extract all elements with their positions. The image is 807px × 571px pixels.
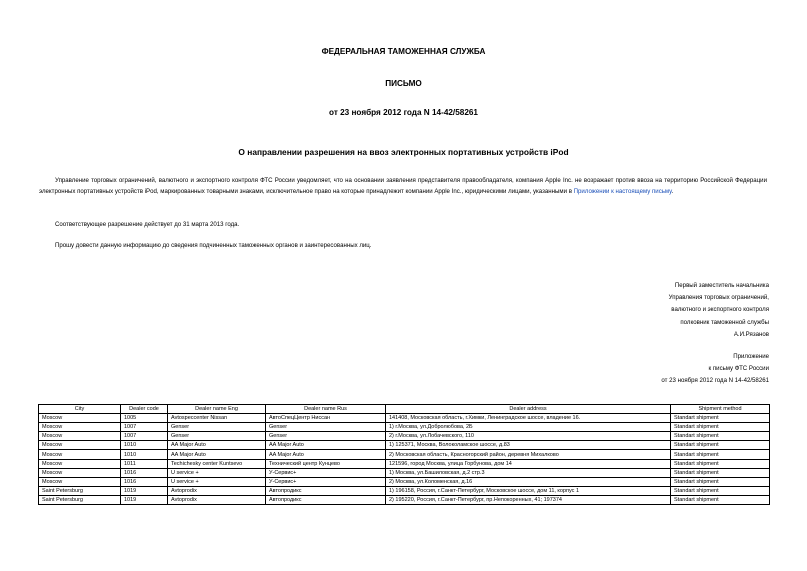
- table-row: [39, 432, 770, 441]
- table-row: [39, 414, 770, 423]
- table-row: [39, 486, 770, 495]
- dealers-table: [38, 404, 770, 505]
- cell-address: 1) г.Москва, ул.Добролюбова, 2Б: [386, 423, 671, 432]
- cell-rus: Genser: [266, 423, 386, 432]
- doc-subject: О направлении разрешения на ввоз электронных портативных устройств iPod: [238, 147, 569, 157]
- cell-city: Saint Petersburg: [39, 486, 121, 495]
- table-row: [39, 495, 770, 504]
- cell-eng: Avtoprodix: [168, 495, 266, 504]
- cell-eng: U service +: [168, 477, 266, 486]
- cell-city: Moscow: [39, 441, 121, 450]
- cell-shipment: Standart shipment: [671, 441, 770, 450]
- cell-address: 2) Москва, ул.Коломенская, д.16: [386, 477, 671, 486]
- cell-code: 1007: [121, 423, 168, 432]
- cell-code: 1010: [121, 441, 168, 450]
- cell-city: Moscow: [39, 477, 121, 486]
- cell-shipment: Standart shipment: [671, 459, 770, 468]
- cell-code: 1007: [121, 432, 168, 441]
- cell-rus: AA Major Auto: [266, 450, 386, 459]
- cell-city: Moscow: [39, 468, 121, 477]
- paragraph-main-text: Управление торговых ограничений, валютного и экспортного контроля ФТС России уведомляет, что на основании заявления представителя правообладателя, компания Apple Inc. не возражает против ввоза на территорию Российской Федерации электронных портативных устройств iPod, маркированных товарными знаками, исключительное право на которые принадлежит компании Apple Inc., юридическими лицами, указанными в: [39, 177, 767, 195]
- cell-shipment: Standart shipment: [671, 477, 770, 486]
- cell-eng: AA Major Auto: [168, 450, 266, 459]
- col-header-address: Dealer address: [386, 405, 671, 414]
- cell-address: 1) Москва, ул.Башиловская, д.2 стр.3: [386, 468, 671, 477]
- cell-address: 1) 125371, Москва, Волоколамское шоссе, д.83: [386, 441, 671, 450]
- cell-rus: AA Major Auto: [266, 441, 386, 450]
- cell-city: Moscow: [39, 423, 121, 432]
- table-row: [39, 450, 770, 459]
- cell-rus: У-Сервис+: [266, 477, 386, 486]
- cell-address: 1) 196158, Россия, г.Санкт-Петербург, Московское шоссе, дом 11, корпус 1: [386, 486, 671, 495]
- cell-shipment: Standart shipment: [671, 468, 770, 477]
- signature-line: валютного и экспортного контроля: [671, 306, 769, 314]
- cell-shipment: Standart shipment: [671, 423, 770, 432]
- cell-eng: U service +: [168, 468, 266, 477]
- cell-address: 141408, Московская область, г.Химки, Ленинградское шоссе, владение 16.: [386, 414, 671, 423]
- signature-name: А.И.Рязанов: [733, 330, 769, 338]
- doc-date-number: от 23 ноября 2012 года N 14-42/58261: [329, 108, 478, 117]
- col-header-shipment: Shipment method: [671, 405, 770, 414]
- col-header-rus: Dealer name Rus: [266, 405, 386, 414]
- cell-code: 1005: [121, 414, 168, 423]
- appendix-link[interactable]: Приложении к настоящему письму: [573, 188, 672, 195]
- cell-shipment: Standart shipment: [671, 495, 770, 504]
- table-row: [39, 477, 770, 486]
- appendix-line: от 23 ноября 2012 года N 14-42/58261: [661, 377, 769, 385]
- cell-city: Moscow: [39, 450, 121, 459]
- cell-shipment: Standart shipment: [671, 414, 770, 423]
- cell-address: 2) 195220, Россия, г.Санкт-Петербург, пр.Непокоренных, 41; 197374: [386, 495, 671, 504]
- cell-eng: Techichesky center Kuntsevo: [168, 459, 266, 468]
- signature-line: Управления торговых ограничений,: [668, 294, 769, 302]
- table-row: [39, 459, 770, 468]
- col-header-city: City: [39, 405, 121, 414]
- cell-code: 1016: [121, 468, 168, 477]
- col-header-eng: Dealer name Eng: [168, 405, 266, 414]
- cell-city: Moscow: [39, 414, 121, 423]
- paragraph-validity: Соответствующее разрешение действует до 31 марта 2013 года.: [55, 221, 240, 228]
- doc-type: ПИСЬМО: [385, 79, 422, 88]
- appendix-block: [661, 351, 769, 388]
- cell-eng: Genser: [168, 432, 266, 441]
- paragraph-request: Прошу довести данную информацию до сведения подчиненных таможенных органов и заинтересованных лиц.: [55, 242, 372, 249]
- cell-code: 1011: [121, 459, 168, 468]
- table-row: [39, 468, 770, 477]
- cell-code: 1016: [121, 477, 168, 486]
- cell-address: 2) Московская область, Красногорский район, деревня Михалково: [386, 450, 671, 459]
- cell-city: Saint Petersburg: [39, 495, 121, 504]
- cell-rus: Автопродикс: [266, 486, 386, 495]
- org-title: ФЕДЕРАЛЬНАЯ ТАМОЖЕННАЯ СЛУЖБА: [321, 47, 486, 56]
- cell-code: 1019: [121, 495, 168, 504]
- cell-shipment: Standart shipment: [671, 450, 770, 459]
- appendix-line: Приложение: [733, 353, 769, 360]
- table-row: [39, 423, 770, 432]
- cell-eng: Avtospeccenter Nissan: [168, 414, 266, 423]
- cell-city: Moscow: [39, 432, 121, 441]
- signature-block: [669, 280, 769, 341]
- table-row: [39, 441, 770, 450]
- cell-rus: У-Сервис+: [266, 468, 386, 477]
- cell-rus: Genser: [266, 432, 386, 441]
- cell-rus: Автопродикс: [266, 495, 386, 504]
- cell-rus: АвтоСпецЦентр Ниссан: [266, 414, 386, 423]
- cell-address: 121596, город Москва, улица Горбунова, дом 14: [386, 459, 671, 468]
- cell-shipment: Standart shipment: [671, 486, 770, 495]
- signature-line: полковник таможенной службы: [680, 318, 769, 326]
- table-body: [39, 414, 770, 505]
- paragraph-main-end: .: [671, 188, 674, 195]
- col-header-code: Dealer code: [121, 405, 168, 414]
- cell-eng: Genser: [168, 423, 266, 432]
- signature-line: Первый заместитель начальника: [674, 282, 769, 289]
- paragraph-main: [39, 175, 767, 197]
- cell-address: 2) г.Москва, ул.Лобачевского, 110: [386, 432, 671, 441]
- cell-code: 1010: [121, 450, 168, 459]
- cell-rus: Технический центр Кунцево: [266, 459, 386, 468]
- cell-eng: Avtoprodix: [168, 486, 266, 495]
- cell-code: 1019: [121, 486, 168, 495]
- appendix-line: к письму ФТС России: [708, 365, 769, 373]
- cell-eng: AA Major Auto: [168, 441, 266, 450]
- table-header-row: [39, 405, 770, 414]
- cell-city: Moscow: [39, 459, 121, 468]
- cell-shipment: Standart shipment: [671, 432, 770, 441]
